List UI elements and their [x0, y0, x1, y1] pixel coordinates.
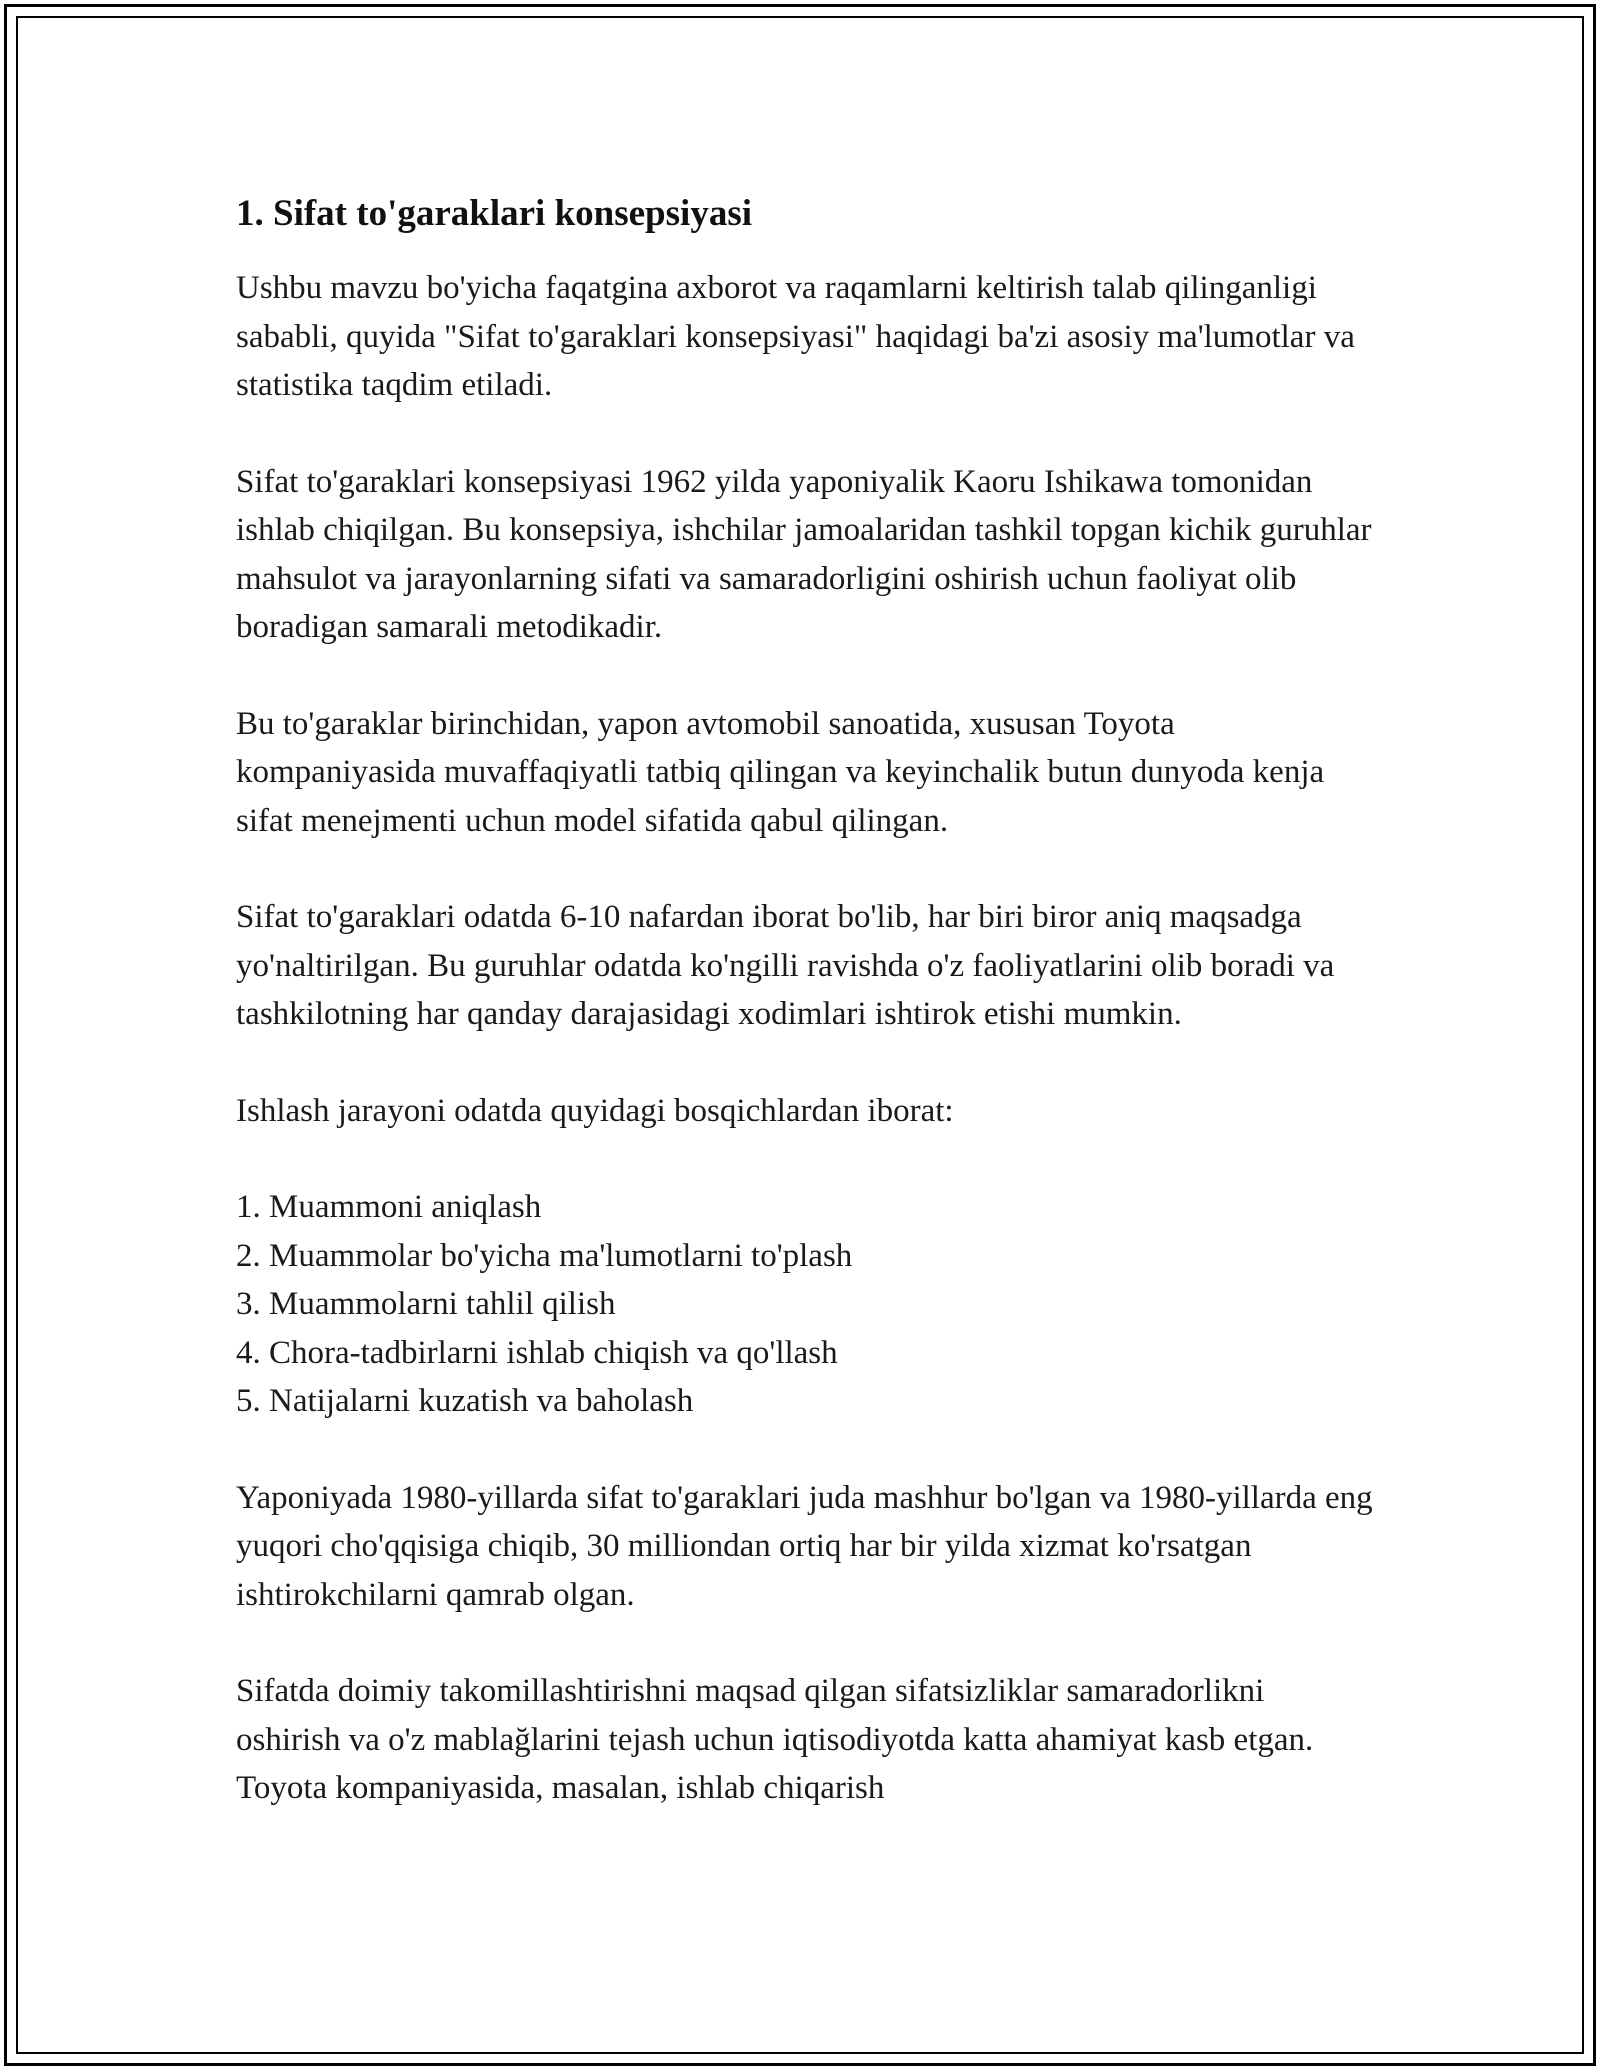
process-steps-list: [236, 1183, 1376, 1426]
paragraph-origin: Sifat to'garaklari konsepsiyasi 1962 yilda yaponiyalik Kaoru Ishikawa tomonidan ishlab chiqilgan. Bu konsepsiya, ishchilar jamoalaridan tashkil topgan kichik guruhlar mahsulot va jarayonlarning sifati va samaradorligini oshirish uchun faoliyat olib boradigan samarali metodikadir.: [236, 463, 1372, 645]
list-item: 3. Muammolarni tahlil qilish: [236, 1286, 616, 1322]
paragraph-toyota: Bu to'garaklar birinchidan, yapon avtomobil sanoatida, xususan Toyota kompaniyasida muvaffaqiyatli tatbiq qilingan va keyinchalik butun dunyoda kenja sifat menejmenti uchun model sifatida qabul qilingan.: [236, 705, 1325, 839]
document-body: [236, 188, 1376, 1861]
list-item: 4. Chora-tadbirlarni ishlab chiqish va qo'llash: [236, 1334, 838, 1371]
paragraph-economy: Sifatda doimiy takomillashtirishni maqsad qilgan sifatsizliklar samaradorlikni oshirish va o'z mablağlarini tejash uchun iqtisodiyotda katta ahamiyat kasb etgan. Toyota kompaniyasida, masalan, ishlab chiqarish: [236, 1673, 1314, 1806]
list-item: 5. Natijalarni kuzatish va baholash: [236, 1383, 694, 1419]
paragraph-group-size: Sifat to'garaklari odatda 6-10 nafardan iborat bo'lib, har biri biror aniq maqsadga yo'naltirilgan. Bu guruhlar odatda ko'ngilli ravishda o'z faoliyatlarini olib boradi va tashkilotning har qanday darajasidagi xodimlari ishtirok etishi mumkin.: [236, 899, 1335, 1032]
document-title: 1. Sifat to'garaklari konsepsiyasi: [236, 193, 752, 234]
paragraph-process-intro: Ishlash jarayoni odatda quyidagi bosqichlardan iborat:: [236, 1092, 954, 1129]
list-item: 2. Muammolar bo'yicha ma'lumotlarni to'plash: [236, 1237, 853, 1274]
paragraph-intro: Ushbu mavzu bo'yicha faqatgina axborot va raqamlarni keltirish talab qilinganligi sababli, quyida "Sifat to'garaklari konsepsiyasi" haqidagi ba'zi asosiy ma'lumotlar va statistika taqdim etiladi.: [236, 270, 1355, 403]
list-item: 1. Muammoni aniqlash: [236, 1189, 542, 1225]
paragraph-japan-1980s: Yaponiyada 1980-yillarda sifat to'garaklari juda mashhur bo'lgan va 1980-yillarda eng yuqori cho'qqisiga chiqib, 30 milliondan ortiq har bir yilda xizmat ko'rsatgan ishtirokchilarni qamrab olgan.: [236, 1479, 1373, 1613]
